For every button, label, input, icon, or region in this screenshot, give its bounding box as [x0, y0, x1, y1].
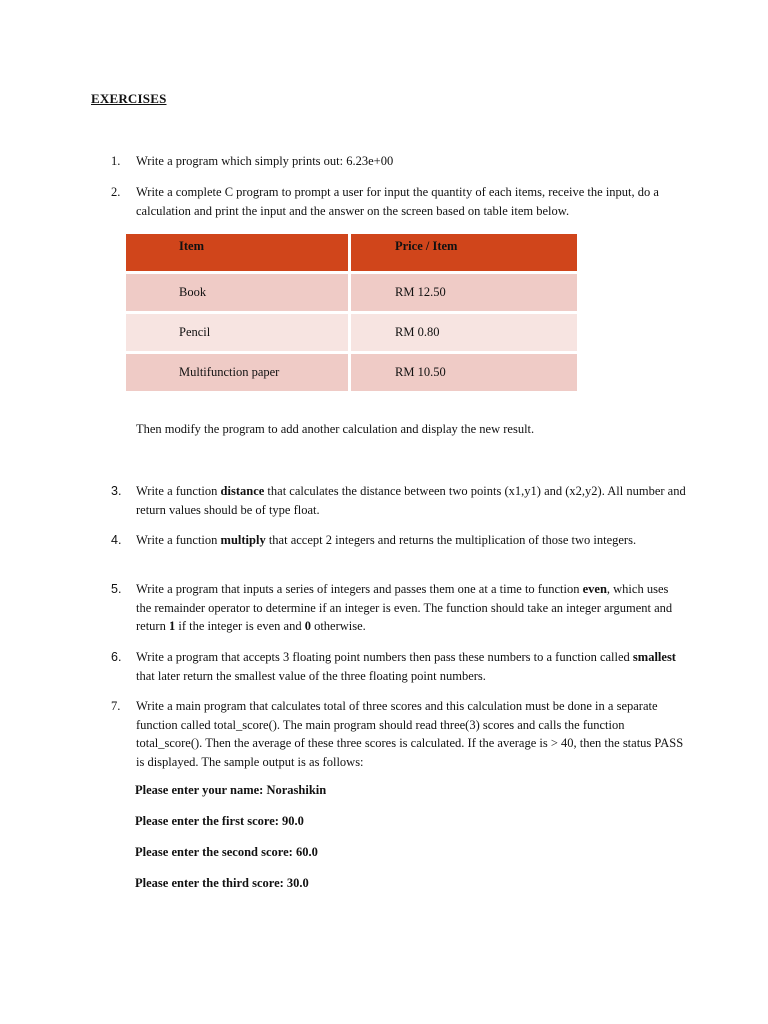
- function-name: multiply: [220, 533, 266, 547]
- sample-output-line: Please enter the first score: 90.0: [135, 814, 304, 828]
- exercise-item-3: [111, 482, 691, 519]
- table-cell-item: Book: [126, 274, 351, 314]
- price-table: [126, 234, 577, 394]
- modify-instruction: Then modify the program to add another calculation and display the new result.: [136, 422, 535, 436]
- exercise-text: Write a main program that calculates total of three scores and this calculation must be done in a separate function called total_score(). The main program should read three(3) scores and calls the function total_score(). Then the average of these three scores is calculated. If the average is > 40, then the status PASS is displayed. The sample output is as follows:: [136, 699, 684, 769]
- sample-output-line: Please enter your name: Norashikin: [135, 783, 327, 797]
- table-cell-price: RM 12.50: [351, 274, 577, 314]
- exercise-text: Write a function distance that calculates the distance between two points (x1,y1) and (x2,y2). All number and return values should be of type float.: [136, 484, 686, 517]
- exercise-text: Write a complete C program to prompt a user for input the quantity of each items, receive the input, do a calculation and print the input and the answer on the screen based on table item below.: [136, 185, 659, 218]
- exercise-number: 5.: [111, 582, 122, 596]
- exercise-number: 7.: [111, 699, 121, 713]
- exercise-text: Write a function multiply that accept 2 integers and returns the multiplication of those two integers.: [136, 533, 637, 547]
- function-name: smallest: [632, 650, 676, 664]
- exercise-text: Write a program which simply prints out: 6.23e+00: [136, 154, 394, 168]
- table-cell-price: RM 0.80: [351, 314, 577, 354]
- exercise-item-6: [111, 648, 691, 685]
- exercise-item-2: [111, 183, 691, 220]
- exercise-number: 4.: [111, 533, 122, 547]
- page-heading: EXERCISES: [91, 91, 167, 106]
- exercise-number: 3.: [111, 484, 122, 498]
- exercise-item-7: [111, 697, 691, 771]
- table-header-cell: Price / Item: [351, 234, 577, 274]
- table-row: [126, 274, 577, 314]
- exercise-item-1: [111, 152, 691, 171]
- exercise-number: 1.: [111, 154, 121, 168]
- sample-output-line: Please enter the second score: 60.0: [135, 845, 318, 859]
- table-row: [126, 354, 577, 394]
- function-name: even: [582, 582, 607, 596]
- table-cell-item: Multifunction paper: [126, 354, 351, 394]
- exercise-item-4: [111, 531, 691, 550]
- table-cell-price: RM 10.50: [351, 354, 577, 394]
- exercise-text: Write a program that accepts 3 floating point numbers then pass these numbers to a function called smallest that later return the smallest value of the three floating point numbers.: [136, 650, 676, 683]
- table-header-cell: Item: [126, 234, 351, 274]
- function-name: distance: [220, 484, 265, 498]
- table-row: [126, 314, 577, 354]
- sample-output-line: Please enter the third score: 30.0: [135, 876, 309, 890]
- exercise-text: Write a program that inputs a series of integers and passes them one at a time to function even, which uses the remainder operator to determine if an integer is even. The function should take an integer argument and return 1 if the integer is even and 0 otherwise.: [136, 582, 673, 633]
- exercise-number: 2.: [111, 185, 121, 199]
- table-header-row: [126, 234, 577, 274]
- table-cell-item: Pencil: [126, 314, 351, 354]
- exercise-item-5: [111, 580, 691, 636]
- exercise-number: 6.: [111, 650, 122, 664]
